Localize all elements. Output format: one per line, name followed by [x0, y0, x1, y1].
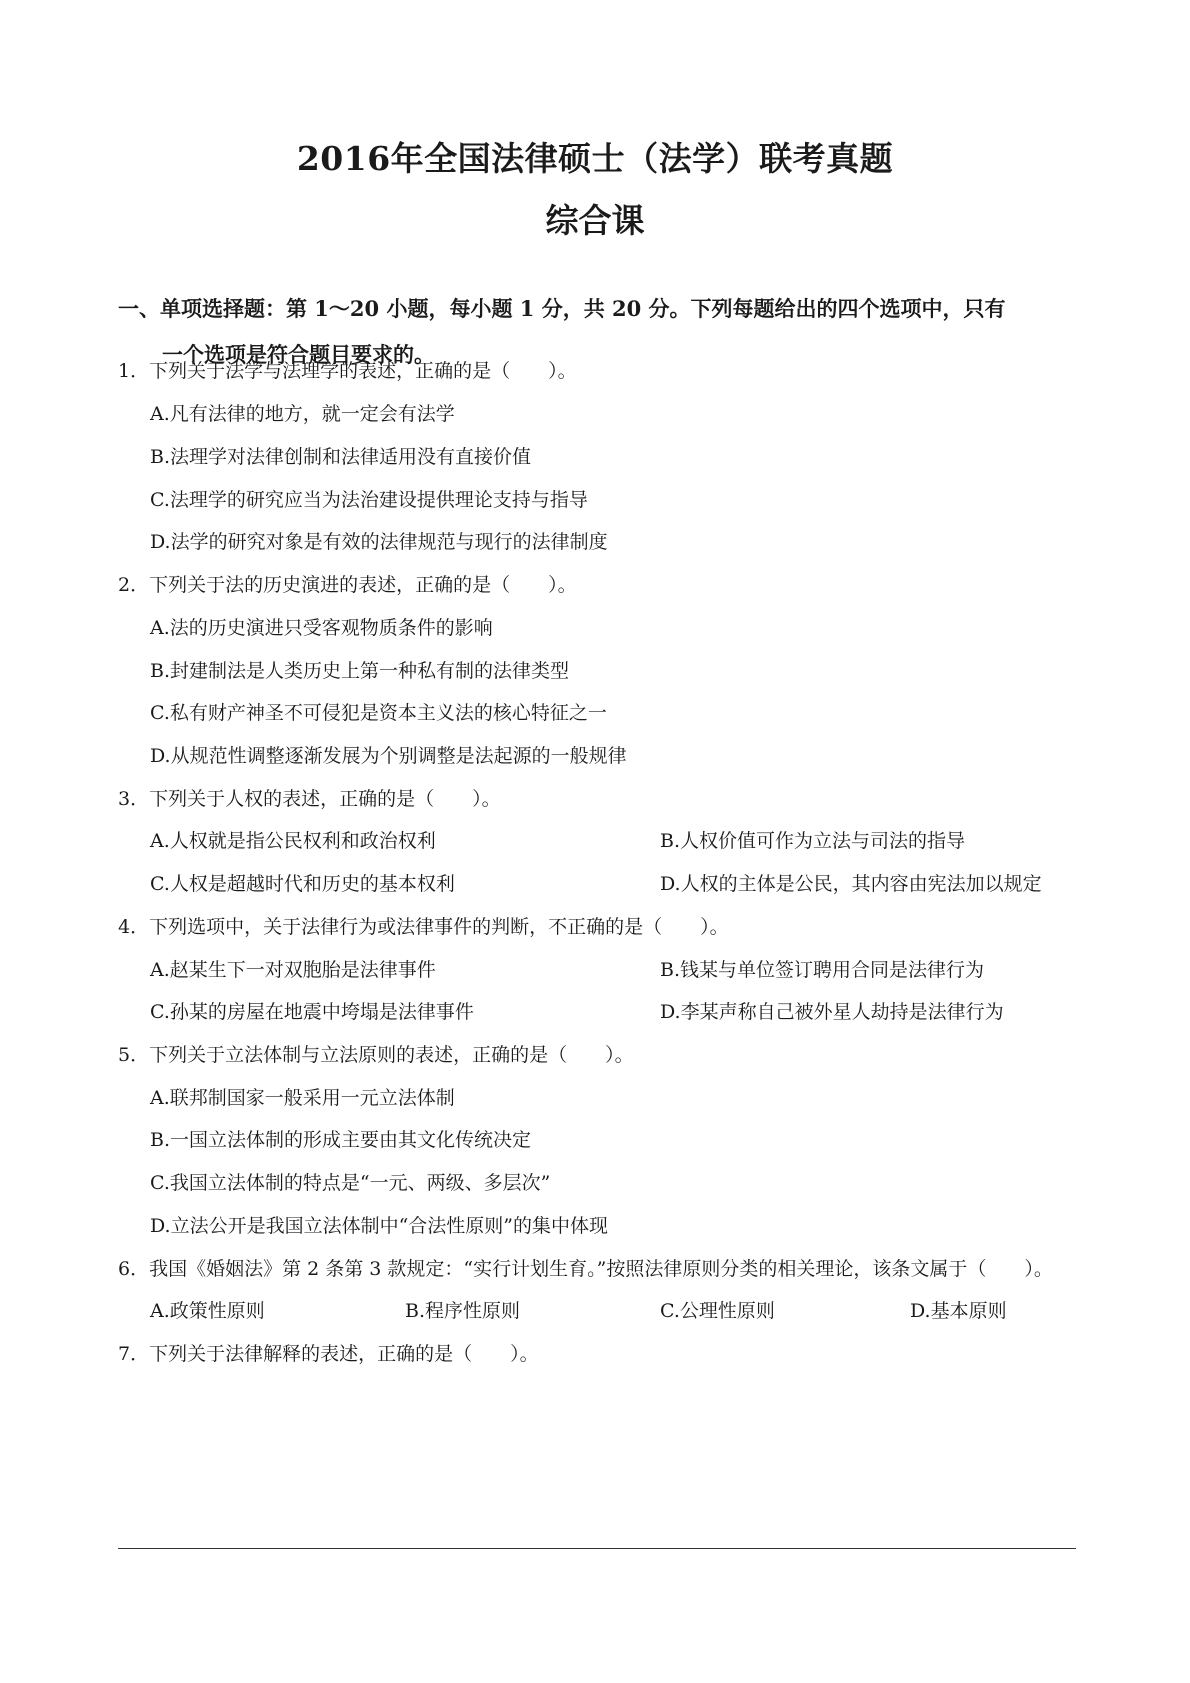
option: C.法理学的研究应当为法治建设提供理论支持与指导: [150, 489, 588, 511]
footer-divider: [118, 1548, 1076, 1549]
option: A.赵某生下一对双胞胎是法律事件: [150, 959, 436, 981]
question-stem: 7．下列关于法律解释的表述，正确的是（ ）。: [118, 1343, 539, 1365]
option: B.一国立法体制的形成主要由其文化传统决定: [150, 1129, 532, 1151]
question-stem: 3．下列关于人权的表述，正确的是（ ）。: [118, 788, 501, 810]
option: B.法理学对法律创制和法律适用没有直接价值: [150, 446, 532, 468]
option: D.基本原则: [910, 1300, 1007, 1322]
question-stem: 4．下列选项中，关于法律行为或法律事件的判断，不正确的是（ ）。: [118, 916, 729, 938]
option: D.人权的主体是公民，其内容由宪法加以规定: [660, 873, 1042, 895]
option: C.我国立法体制的特点是“一元、两级、多层次”: [150, 1172, 551, 1194]
option: C.公理性原则: [660, 1300, 775, 1322]
question-stem: 1．下列关于法学与法理学的表述，正确的是（ ）。: [118, 360, 577, 382]
option: B.封建制法是人类历史上第一种私有制的法律类型: [150, 660, 570, 682]
page-title: 2016年全国法律硕士（法学）联考真题: [296, 139, 894, 178]
page-subtitle: 综合课: [545, 201, 645, 240]
option: D.李某声称自己被外星人劫持是法律行为: [660, 1001, 1004, 1023]
question-stem: 2．下列关于法的历史演进的表述，正确的是（ ）。: [118, 574, 577, 596]
option: D.法学的研究对象是有效的法律规范与现行的法律制度: [150, 531, 608, 553]
question-stem: 6．我国《婚姻法》第 2 条第 3 款规定：“实行计划生育。”按照法律原则分类的相关理论，该条文属于（ ）。: [118, 1258, 1053, 1280]
option: B.人权价值可作为立法与司法的指导: [660, 830, 966, 852]
option: A.联邦制国家一般采用一元立法体制: [150, 1087, 455, 1109]
option: C.人权是超越时代和历史的基本权利: [150, 873, 455, 895]
option: A.人权就是指公民权利和政治权利: [150, 830, 436, 852]
question-stem: 5．下列关于立法体制与立法原则的表述，正确的是（ ）。: [118, 1044, 634, 1066]
option: B.程序性原则: [405, 1300, 521, 1322]
option: A.凡有法律的地方，就一定会有法学: [150, 403, 455, 425]
option: B.钱某与单位签订聘用合同是法律行为: [660, 959, 985, 981]
option: D.立法公开是我国立法体制中“合法性原则”的集中体现: [150, 1215, 609, 1237]
option: C.孙某的房屋在地震中垮塌是法律事件: [150, 1001, 474, 1023]
option: A.法的历史演进只受客观物质条件的影响: [150, 617, 493, 639]
option: C.私有财产神圣不可侵犯是资本主义法的核心特征之一: [150, 702, 607, 724]
option: A.政策性原则: [150, 1300, 265, 1322]
section-heading-line1: 一、单项选择题：第 1～20 小题，每小题 1 分，共 20 分。下列每题给出的四个选项中，只有: [118, 296, 1006, 321]
option: D.从规范性调整逐渐发展为个别调整是法起源的一般规律: [150, 745, 627, 767]
section-heading-line2: 一个选项是符合题目要求的。: [162, 342, 435, 367]
